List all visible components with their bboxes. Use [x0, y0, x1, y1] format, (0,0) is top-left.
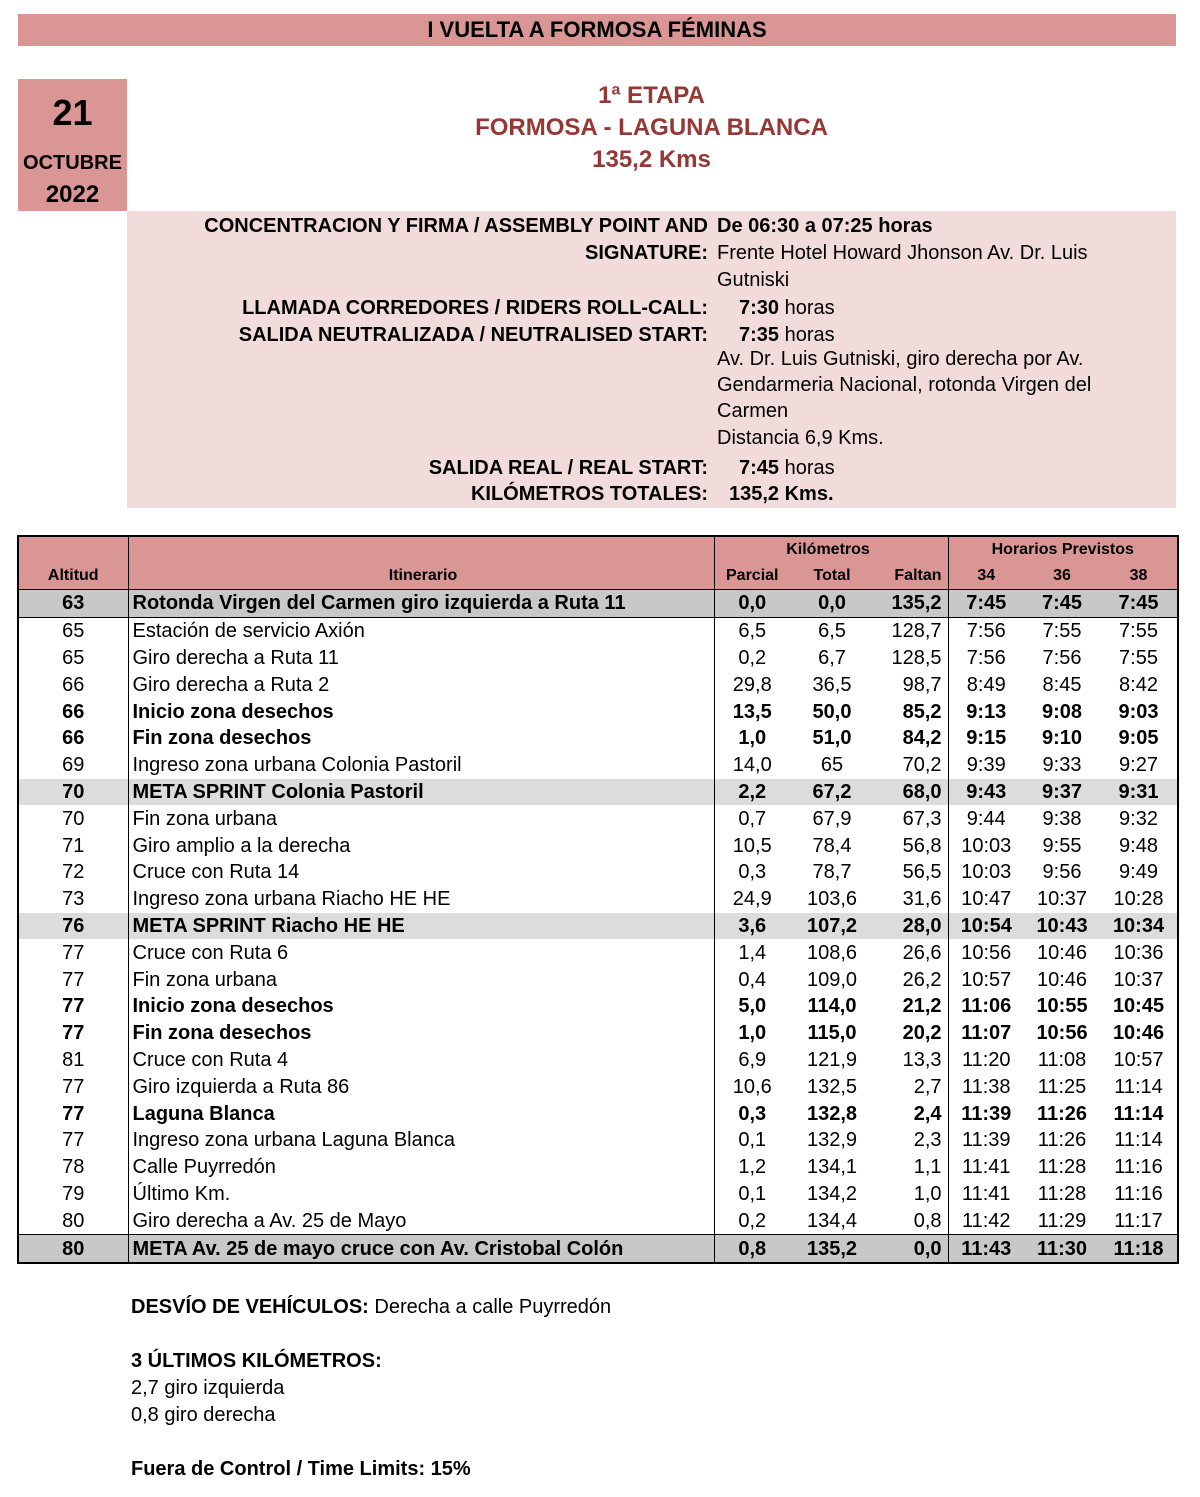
parcial-cell: 0,1: [738, 1182, 767, 1205]
time-36-cell: 11:28: [1037, 1156, 1087, 1179]
time-38-cell: 11:14: [1114, 1075, 1163, 1098]
time-36-cell: 8:45: [1042, 673, 1082, 696]
table-row: [18, 1047, 1178, 1074]
col-altitud: Altitud: [18, 563, 128, 590]
total-cell: 134,1: [806, 1156, 858, 1179]
total-cell: 121,9: [806, 1048, 858, 1071]
time-34-cell: 11:39: [961, 1129, 1011, 1152]
time-36-cell: 10:43: [1024, 913, 1100, 940]
faltan-cell: 0,0: [874, 1235, 948, 1263]
time-38-cell: 10:45: [1112, 995, 1165, 1018]
time-34-cell: 9:39: [966, 754, 1006, 777]
time-36-cell: 9:55: [1042, 834, 1082, 857]
itinerary-cell: Giro derecha a Ruta 11: [128, 645, 714, 672]
total-cell: 51,0: [812, 727, 852, 750]
table-row: [18, 645, 1178, 672]
time-36-cell: 7:55: [1042, 620, 1082, 643]
faltan-cell: 1,1: [874, 1154, 948, 1181]
parcial-cell: 1,0: [738, 1022, 767, 1045]
table-group-header: [18, 536, 1178, 563]
parcial-cell: 0,2: [714, 1207, 790, 1234]
vehicle-detour: [131, 1294, 611, 1321]
table-row: [18, 698, 1178, 725]
itinerary-cell: Rotonda Virgen del Carmen giro izquierda a Ruta 11: [128, 590, 714, 618]
altitude-cell: 77: [18, 993, 128, 1020]
faltan-cell: 56,8: [874, 832, 948, 859]
time-36-cell: 10:46: [1036, 941, 1088, 964]
time-36-cell: 7:56: [1042, 646, 1082, 669]
time-34-cell: 11:39: [961, 1102, 1012, 1125]
date-year: 2022: [45, 181, 100, 208]
time-36-cell: 9:33: [1042, 754, 1082, 777]
table-row: [18, 1207, 1178, 1234]
altitude-cell: 80: [18, 1207, 128, 1234]
last-km-2: 0,8 giro derecha: [131, 1404, 276, 1426]
altitude-cell: 77: [18, 1100, 128, 1127]
altitude-cell: 72: [18, 859, 128, 886]
real-start-label: SALIDA REAL / REAL START:: [428, 457, 708, 479]
date-box: [18, 79, 127, 211]
faltan-cell: 128,7: [874, 617, 948, 644]
total-cell: 65: [820, 754, 844, 777]
time-38-cell: 7:55: [1119, 620, 1158, 643]
total-km-label: KILÓMETROS TOTALES:: [470, 483, 708, 505]
faltan-cell: 67,3: [874, 805, 948, 832]
faltan-cell: 31,6: [874, 886, 948, 913]
parcial-cell: 0,0: [714, 590, 790, 618]
time-36-cell: 11:25: [1037, 1075, 1087, 1098]
faltan-cell: 85,2: [874, 698, 948, 725]
time-34-cell: 9:44: [966, 807, 1006, 830]
time-34-cell: 11:06: [961, 995, 1012, 1018]
time-34-cell: 11:43: [948, 1235, 1024, 1263]
total-cell: 78,7: [812, 861, 852, 884]
parcial-cell: 10,5: [732, 834, 772, 857]
total-cell: 6,7: [818, 646, 846, 669]
concentration-place: Frente Hotel Howard Jhonson Av. Dr. Luis: [717, 242, 1088, 264]
concentration-time: De 06:30 a 07:25 horas: [717, 215, 933, 237]
altitude-cell: 70: [18, 805, 128, 832]
time-36-cell: 11:29: [1024, 1207, 1100, 1234]
altitude-cell: 65: [18, 645, 128, 672]
time-36-cell: 9:08: [1042, 700, 1083, 723]
times-group-header: Horarios Previstos: [948, 536, 1178, 563]
time-38-cell: 9:27: [1119, 754, 1158, 777]
itinerary-cell: Inicio zona desechos: [128, 698, 714, 725]
time-36-cell: 10:56: [1036, 1022, 1088, 1045]
faltan-cell: 20,2: [874, 1020, 948, 1047]
parcial-cell: 13,5: [732, 700, 772, 723]
table-column-header: [18, 563, 1178, 590]
time-34-cell: 9:13: [966, 700, 1007, 723]
parcial-cell: 1,2: [738, 1156, 767, 1179]
time-34-cell: 10:54: [948, 913, 1024, 940]
time-38-cell: 7:55: [1119, 646, 1158, 669]
parcial-cell: 6,5: [738, 620, 767, 643]
faltan-cell: 2,3: [874, 1127, 948, 1154]
faltan-cell: 1,0: [874, 1181, 948, 1208]
total-km-value: 135,2 Kms.: [729, 483, 834, 505]
stage-info-box: CONCENTRACION Y FIRMA / ASSEMBLY POINT AND De 06:30 a 07:25 horas SIGNATURE: Frente Hotel Howard Jhonson Av. Dr. Luis Gutniski LLAMADA CORREDORES / RIDERS ROLL-CALL: 7:30 horas SALIDA NEUTRALIZADA / NEUTRALISED START: 7:35 horas Av. Dr. Luis Gutniski, giro derecha por Av. Gendarmeria Nacional, rotonda Virgen del Carmen Distancia 6,9 Kms. SALIDA REAL / REAL START: 7:45 horas KILÓMETROS TOTALES: 135,2 Kms.: [127, 211, 1176, 508]
altitude-cell: 70: [18, 779, 128, 806]
itinerary-cell: Giro derecha a Ruta 2: [128, 671, 714, 698]
time-36-cell: 10:37: [1036, 888, 1088, 911]
time-38-cell: 9:49: [1119, 861, 1158, 884]
altitude-cell: 63: [18, 590, 128, 618]
altitude-cell: 80: [18, 1235, 128, 1263]
itinerary-body: [18, 590, 1178, 1263]
time-38-cell: 10:34: [1100, 913, 1178, 940]
table-row: [18, 966, 1178, 993]
table-row: [18, 1235, 1178, 1263]
time-38-cell: 7:45: [1100, 590, 1178, 618]
altitude-cell: 77: [18, 1127, 128, 1154]
time-36-cell: 7:45: [1024, 590, 1100, 618]
altitude-cell: 77: [18, 966, 128, 993]
itinerary-cell: Último Km.: [128, 1181, 714, 1208]
parcial-cell: 10,6: [732, 1075, 772, 1098]
stage-header: [127, 80, 1176, 176]
time-38-cell: 11:18: [1100, 1235, 1178, 1263]
concentration-place-2: Gutniski: [717, 269, 790, 291]
rollcall-label: LLAMADA CORREDORES / RIDERS ROLL-CALL:: [242, 297, 708, 319]
time-38-cell: 11:16: [1114, 1156, 1163, 1179]
time-38-cell: 10:57: [1113, 1048, 1164, 1071]
col-total: Total: [790, 563, 874, 590]
table-row: [18, 779, 1178, 806]
itinerary-cell: Ingreso zona urbana Laguna Blanca: [128, 1127, 714, 1154]
table-row: [18, 725, 1178, 752]
altitude-cell: 73: [18, 886, 128, 913]
itinerary-cell: Ingreso zona urbana Colonia Pastoril: [128, 752, 714, 779]
table-row: [18, 1073, 1178, 1100]
total-cell: 78,4: [812, 834, 852, 857]
faltan-cell: 70,2: [874, 752, 948, 779]
table-row: [18, 913, 1178, 940]
itinerary-cell: Inicio zona desechos: [128, 993, 714, 1020]
time-38-cell: 11:14: [1113, 1102, 1164, 1125]
time-38-cell: 9:03: [1118, 700, 1159, 723]
time-36-cell: 10:46: [1036, 968, 1088, 991]
time-34-cell: 11:41: [961, 1182, 1011, 1205]
col-38: 38: [1100, 563, 1178, 590]
time-34-cell: 10:03: [961, 861, 1012, 884]
time-36-cell: 11:28: [1037, 1182, 1087, 1205]
parcial-cell: 0,7: [738, 807, 767, 830]
table-row: [18, 886, 1178, 913]
time-34-cell: 10:57: [961, 968, 1012, 991]
stage-route: FORMOSA - LAGUNA BLANCA: [475, 114, 828, 141]
parcial-cell: 14,0: [732, 754, 772, 777]
neutral-time: 7:35 horas: [739, 324, 835, 346]
parcial-cell: 3,6: [714, 913, 790, 940]
signature-label: SIGNATURE:: [585, 242, 708, 264]
table-row: [18, 832, 1178, 859]
total-cell: 108,6: [806, 941, 858, 964]
total-cell: 114,0: [807, 995, 857, 1018]
time-34-cell: 7:56: [966, 646, 1006, 669]
itinerary-cell: Giro derecha a Av. 25 de Mayo: [128, 1207, 714, 1234]
time-36-cell: 11:30: [1024, 1235, 1100, 1263]
parcial-cell: 6,9: [738, 1048, 767, 1071]
total-cell: 115,0: [807, 1022, 857, 1045]
date-month: OCTUBRE: [23, 152, 122, 174]
last-km-label: 3 ÚLTIMOS KILÓMETROS:: [131, 1350, 382, 1372]
time-38-cell: 10:36: [1113, 941, 1164, 964]
total-cell: 109,0: [806, 968, 858, 991]
itinerary-cell: Fin zona desechos: [128, 1020, 714, 1047]
faltan-cell: 0,8: [874, 1207, 948, 1234]
parcial-cell: 29,8: [732, 673, 772, 696]
table-row: [18, 590, 1178, 618]
table-row: [18, 617, 1178, 644]
table-row: [18, 939, 1178, 966]
col-34: 34: [948, 563, 1024, 590]
parcial-cell: 1,4: [738, 941, 767, 964]
time-36-cell: 9:37: [1024, 779, 1100, 806]
time-34-cell: 11:20: [961, 1048, 1011, 1071]
real-start-time: 7:45 horas: [739, 457, 835, 479]
table-row: [18, 752, 1178, 779]
time-34-cell: 7:45: [948, 590, 1024, 618]
col-faltan: Faltan: [874, 563, 948, 590]
time-38-cell: 11:14: [1114, 1129, 1163, 1152]
table-row: [18, 1181, 1178, 1208]
time-34-cell: 10:56: [961, 941, 1012, 964]
altitude-cell: 66: [18, 725, 128, 752]
last-km-1: 2,7 giro izquierda: [131, 1377, 285, 1399]
time-34-cell: 10:03: [961, 834, 1012, 857]
parcial-cell: 5,0: [738, 995, 767, 1018]
time-38-cell: 9:32: [1119, 807, 1158, 830]
altitude-cell: 78: [18, 1154, 128, 1181]
faltan-cell: 28,0: [874, 913, 948, 940]
time-36-cell: 9:56: [1042, 861, 1082, 884]
itinerary-cell: Laguna Blanca: [128, 1100, 714, 1127]
faltan-cell: 13,3: [874, 1047, 948, 1074]
time-limit: Fuera de Control / Time Limits: 15%: [131, 1458, 471, 1480]
itinerary-cell: Cruce con Ruta 14: [128, 859, 714, 886]
parcial-cell: 0,2: [738, 646, 767, 669]
itinerary-cell: Calle Puyrredón: [128, 1154, 714, 1181]
time-34-cell: 7:56: [966, 620, 1006, 643]
total-cell: 132,5: [806, 1075, 858, 1098]
time-34-cell: 8:49: [966, 673, 1006, 696]
time-38-cell: 10:37: [1113, 968, 1164, 991]
table-row: [18, 1154, 1178, 1181]
time-34-cell: 11:38: [961, 1075, 1011, 1098]
faltan-cell: 2,4: [874, 1100, 948, 1127]
total-cell: 132,9: [806, 1129, 858, 1152]
time-36-cell: 9:38: [1042, 807, 1082, 830]
faltan-cell: 26,2: [874, 966, 948, 993]
time-34-cell: 11:41: [961, 1156, 1011, 1179]
altitude-cell: 65: [18, 617, 128, 644]
time-34-cell: 10:47: [961, 888, 1012, 911]
total-cell: 135,2: [790, 1235, 874, 1263]
itinerary-cell: META SPRINT Colonia Pastoril: [128, 779, 714, 806]
faltan-cell: 2,7: [874, 1073, 948, 1100]
itinerary-cell: META SPRINT Riacho HE HE: [128, 913, 714, 940]
itinerary-cell: Cruce con Ruta 6: [128, 939, 714, 966]
time-36-cell: 11:26: [1037, 1129, 1087, 1152]
altitude-cell: 76: [18, 913, 128, 940]
time-38-cell: 11:17: [1100, 1207, 1178, 1234]
time-34-cell: 11:07: [961, 1022, 1012, 1045]
date-day: 21: [52, 92, 93, 133]
parcial-cell: 0,4: [738, 968, 767, 991]
faltan-cell: 68,0: [874, 779, 948, 806]
total-cell: 134,2: [806, 1182, 858, 1205]
altitude-cell: 77: [18, 1073, 128, 1100]
time-34-cell: 9:15: [966, 727, 1007, 750]
time-38-cell: 11:16: [1114, 1182, 1163, 1205]
time-36-cell: 11:08: [1037, 1048, 1087, 1071]
parcial-cell: 0,3: [738, 861, 767, 884]
parcial-cell: 24,9: [732, 888, 772, 911]
itinerary-cell: Fin zona urbana: [128, 966, 714, 993]
total-cell: 50,0: [812, 700, 852, 723]
itinerary-cell: Giro izquierda a Ruta 86: [128, 1073, 714, 1100]
table-row: [18, 1127, 1178, 1154]
vehicle-detour-label: DESVÍO DE VEHÍCULOS:: [131, 1296, 369, 1318]
table-row: [18, 859, 1178, 886]
table-row: [18, 671, 1178, 698]
time-38-cell: 9:31: [1100, 779, 1178, 806]
total-cell: 0,0: [790, 590, 874, 618]
time-34-cell: 11:42: [948, 1207, 1024, 1234]
col-itinerario: Itinerario: [128, 563, 714, 590]
rollcall-time: 7:30 horas: [739, 297, 835, 319]
altitude-cell: 66: [18, 671, 128, 698]
race-title: I VUELTA A FORMOSA FÉMINAS: [18, 14, 1176, 46]
stage-distance: 135,2 Kms: [592, 146, 711, 173]
total-cell: 67,9: [812, 807, 852, 830]
km-group-header: Kilómetros: [714, 536, 948, 563]
total-cell: 6,5: [818, 620, 846, 643]
table-row: [18, 993, 1178, 1020]
time-38-cell: 9:48: [1119, 834, 1158, 857]
time-36-cell: 10:55: [1036, 995, 1088, 1018]
stage-name: 1ª ETAPA: [598, 82, 705, 109]
faltan-cell: 98,7: [874, 671, 948, 698]
itinerary-cell: Fin zona urbana: [128, 805, 714, 832]
parcial-cell: 0,8: [714, 1235, 790, 1263]
altitude-cell: 81: [18, 1047, 128, 1074]
total-cell: 67,2: [790, 779, 874, 806]
table-row: [18, 805, 1178, 832]
total-cell: 132,8: [806, 1102, 858, 1125]
total-cell: 36,5: [812, 673, 852, 696]
total-cell: 107,2: [790, 913, 874, 940]
vehicle-detour-value: Derecha a calle Puyrredón: [374, 1296, 612, 1318]
parcial-cell: 2,2: [714, 779, 790, 806]
parcial-cell: 1,0: [738, 727, 767, 750]
total-cell: 103,6: [806, 888, 858, 911]
time-38-cell: 10:46: [1112, 1022, 1165, 1045]
itinerary-table: [17, 535, 1179, 1264]
itinerary-cell: META Av. 25 de mayo cruce con Av. Cristobal Colón: [128, 1235, 714, 1263]
altitude-cell: 69: [18, 752, 128, 779]
itinerary-cell: Estación de servicio Axión: [128, 617, 714, 644]
time-38-cell: 10:28: [1113, 888, 1164, 911]
altitude-cell: 71: [18, 832, 128, 859]
itinerary-cell: Giro amplio a la derecha: [128, 832, 714, 859]
total-cell: 134,4: [790, 1207, 874, 1234]
parcial-cell: 0,3: [738, 1102, 767, 1125]
concentration-label: CONCENTRACION Y FIRMA / ASSEMBLY POINT AND: [204, 215, 708, 237]
faltan-cell: 26,6: [874, 939, 948, 966]
col-parcial: Parcial: [714, 563, 790, 590]
col-36: 36: [1024, 563, 1100, 590]
altitude-cell: 79: [18, 1181, 128, 1208]
time-36-cell: 9:10: [1042, 727, 1083, 750]
itinerary-cell: Ingreso zona urbana Riacho HE HE: [128, 886, 714, 913]
itinerary-cell: Fin zona desechos: [128, 725, 714, 752]
itinerary-cell: Cruce con Ruta 4: [128, 1047, 714, 1074]
altitude-cell: 77: [18, 939, 128, 966]
table-row: [18, 1020, 1178, 1047]
table-row: [18, 1100, 1178, 1127]
time-34-cell: 9:43: [948, 779, 1024, 806]
neutral-label: SALIDA NEUTRALIZADA / NEUTRALISED START:: [238, 324, 708, 346]
time-38-cell: 9:05: [1118, 727, 1159, 750]
faltan-cell: 135,2: [874, 590, 948, 618]
faltan-cell: 84,2: [874, 725, 948, 752]
faltan-cell: 128,5: [874, 645, 948, 672]
altitude-cell: 77: [18, 1020, 128, 1047]
altitude-cell: 66: [18, 698, 128, 725]
faltan-cell: 21,2: [874, 993, 948, 1020]
faltan-cell: 56,5: [874, 859, 948, 886]
time-36-cell: 11:26: [1036, 1102, 1088, 1125]
time-38-cell: 8:42: [1119, 673, 1158, 696]
parcial-cell: 0,1: [738, 1129, 767, 1152]
